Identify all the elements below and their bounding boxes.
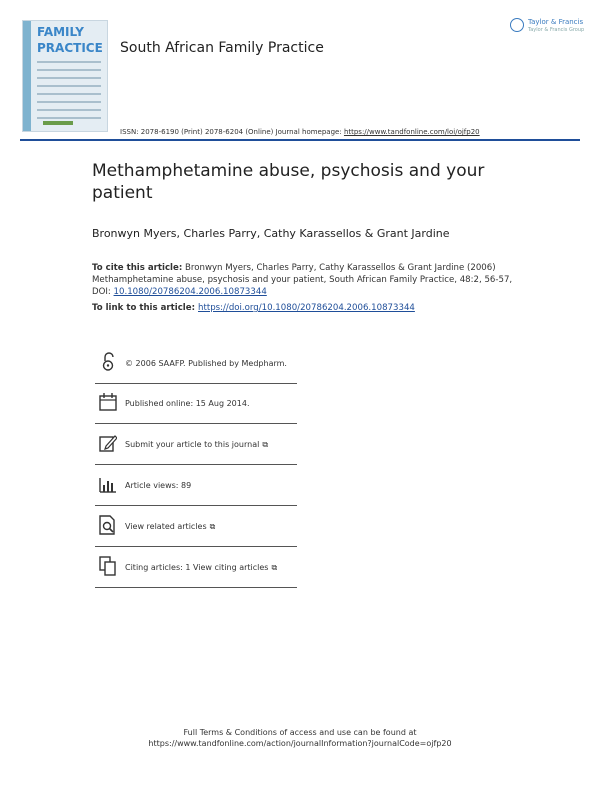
meta-related-row[interactable] [95,507,297,547]
submit-article-label: Submit your article to this journal [125,440,260,449]
publisher-brand: Taylor & Francis [528,18,584,26]
article-title: Methamphetamine abuse, psychosis and your patient [92,161,485,203]
citing-docs-icon [99,556,117,576]
bar-chart-icon [99,474,117,494]
article-authors: Bronwyn Myers, Charles Parry, Cathy Karassellos & Grant Jardine [92,227,450,240]
cover-text-lines [37,61,101,125]
citation-block [92,262,532,298]
journal-title: South African Family Practice [120,40,324,56]
cover-logo-practice: PRACTICE [37,41,103,55]
meta-views-row [95,466,297,506]
publisher-subtitle: Taylor & Francis Group [528,27,585,33]
footer-terms-url[interactable]: https://www.tandfonline.com/action/journalInformation?journalCode=ojfp20 [148,739,452,748]
publisher-logo [510,16,585,36]
journal-cover-image [22,20,108,132]
header-divider [20,139,580,141]
citing-articles-link[interactable] [125,563,277,573]
doi-link[interactable]: 10.1080/20786204.2006.10873344 [113,287,267,297]
open-lock-icon [99,352,117,372]
issn-text: ISSN: 2078-6190 (Print) 2078-6204 (Online) Journal homepage: [120,128,344,136]
meta-copyright-row [95,344,297,384]
calendar-icon [99,392,117,412]
submit-article-link[interactable] [125,440,268,450]
related-search-icon [99,515,117,535]
cover-logo-family: FAMILY [37,25,84,39]
cover-publisher-mark [43,121,73,125]
edit-pencil-icon [99,433,117,453]
journal-homepage-link[interactable]: https://www.tandfonline.com/loi/ojfp20 [343,128,480,136]
published-text: Published online: 15 Aug 2014. [125,399,250,408]
footer-terms-text: Full Terms & Conditions of access and use can be found at [183,728,417,737]
meta-citing-row[interactable] [95,548,297,588]
page-footer [0,727,600,749]
article-link-line [92,303,415,313]
citation-label: To cite this article: [92,263,183,273]
view-related-link[interactable] [125,522,215,532]
meta-published-row [95,384,297,424]
publisher-logo-icon [510,18,524,32]
view-related-label: View related articles [125,522,207,531]
copyright-text: © 2006 SAAFP. Published by Medpharm. [125,359,287,368]
cover-strip [23,21,31,131]
citing-articles-label: Citing articles: 1 View citing articles [125,563,269,572]
external-link-icon: ⧉ [262,440,269,449]
citation-text: Bronwyn Myers, Charles Parry, Cathy Karassellos & Grant Jardine (2006) Methamphetamine abuse, psychosis and your patient, South African Family Practice, 48:2, 56-57, DOI: [92,263,513,297]
article-views-text: Article views: 89 [125,481,192,490]
issn-line [120,128,480,136]
external-link-icon: ⧉ [271,563,278,572]
external-link-icon: ⧉ [209,522,216,531]
meta-submit-row[interactable] [95,425,297,465]
article-link-url[interactable]: https://doi.org/10.1080/20786204.2006.10873344 [198,303,415,313]
article-link-label: To link to this article: [92,303,199,313]
